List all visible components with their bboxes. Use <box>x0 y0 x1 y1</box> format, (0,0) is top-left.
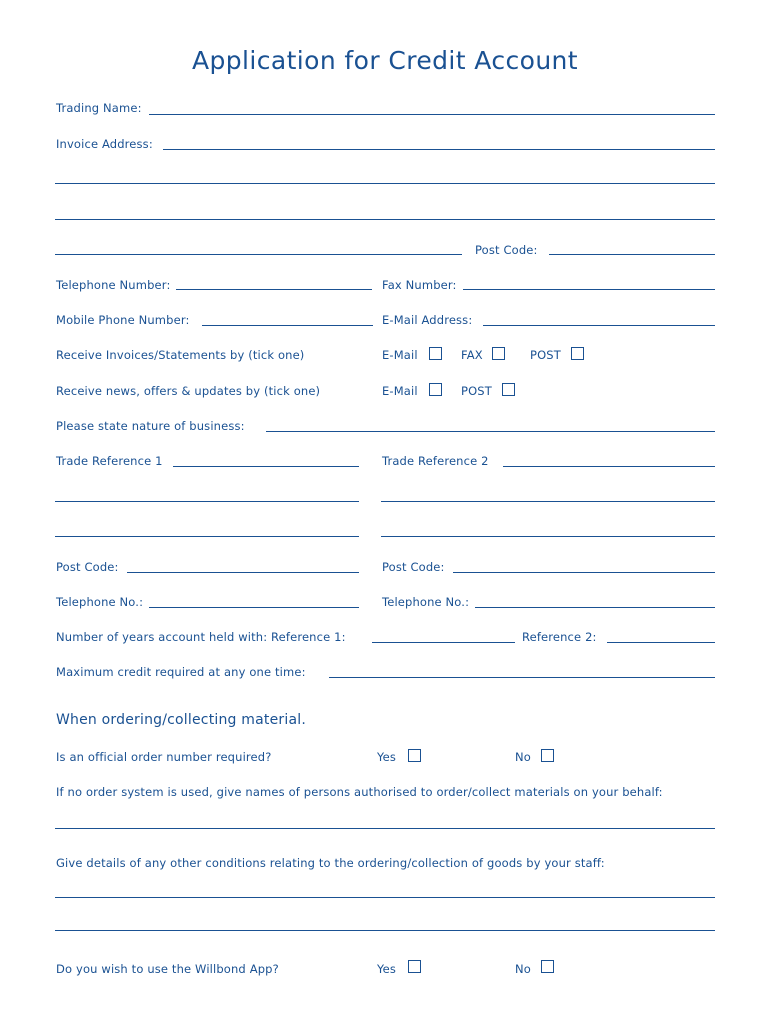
fax-number-input[interactable] <box>463 289 715 290</box>
form-title: Application for Credit Account <box>191 46 579 75</box>
trading-name-input[interactable] <box>149 114 715 115</box>
max-credit-label: Maximum credit required at any one time: <box>56 665 306 679</box>
years-held-ref2-label: Reference 2: <box>522 630 597 644</box>
invoice-address-input-line-1[interactable] <box>163 149 715 150</box>
receive-news-label: Receive news, offers & updates by (tick one) <box>56 384 321 398</box>
ref1-telephone-label: Telephone No.: <box>56 595 144 609</box>
invoices-fax-option-label: FAX <box>461 348 483 362</box>
order-number-yes-label: Yes <box>377 750 397 764</box>
willbond-app-yes-checkbox[interactable] <box>408 960 421 973</box>
telephone-number-input[interactable] <box>176 289 372 290</box>
trade-reference-2-input-line-3[interactable] <box>381 536 715 537</box>
ref1-post-code-input[interactable] <box>127 572 359 573</box>
other-conditions-label: Give details of any other conditions relating to the ordering/collection of goods by your staff: <box>56 856 605 870</box>
authorised-persons-input[interactable] <box>55 828 715 829</box>
invoice-address-input-line-4[interactable] <box>55 254 462 255</box>
trade-reference-2-input-line-2[interactable] <box>381 501 715 502</box>
receive-invoices-label: Receive Invoices/Statements by (tick one) <box>56 348 305 362</box>
invoice-address-input-line-3[interactable] <box>55 219 715 220</box>
news-email-option-label: E-Mail <box>382 384 418 398</box>
ref2-telephone-input[interactable] <box>475 607 715 608</box>
order-number-question: Is an official order number required? <box>56 750 272 764</box>
invoices-post-option-label: POST <box>530 348 561 362</box>
trade-reference-1-input-line-1[interactable] <box>173 466 359 467</box>
invoices-email-option-label: E-Mail <box>382 348 418 362</box>
email-address-input[interactable] <box>483 325 715 326</box>
authorised-persons-label: If no order system is used, give names of persons authorised to order/collect materials on your behalf: <box>56 785 663 799</box>
ref1-post-code-label: Post Code: <box>56 560 119 574</box>
news-post-checkbox[interactable] <box>502 383 515 396</box>
order-number-no-checkbox[interactable] <box>541 749 554 762</box>
ref1-telephone-input[interactable] <box>149 607 359 608</box>
willbond-app-question: Do you wish to use the Willbond App? <box>56 962 279 976</box>
trade-reference-1-input-line-3[interactable] <box>55 536 359 537</box>
invoices-email-checkbox[interactable] <box>429 347 442 360</box>
other-conditions-input-line-2[interactable] <box>55 930 715 931</box>
trade-reference-2-input-line-1[interactable] <box>503 466 715 467</box>
willbond-app-no-checkbox[interactable] <box>541 960 554 973</box>
nature-of-business-label: Please state nature of business: <box>56 419 245 433</box>
mobile-phone-input[interactable] <box>202 325 373 326</box>
max-credit-input[interactable] <box>329 677 715 678</box>
trading-name-label: Trading Name: <box>56 101 142 115</box>
post-code-label: Post Code: <box>475 243 538 257</box>
years-held-ref2-input[interactable] <box>607 642 715 643</box>
trade-reference-1-input-line-2[interactable] <box>55 501 359 502</box>
nature-of-business-input[interactable] <box>266 431 715 432</box>
willbond-app-yes-label: Yes <box>377 962 397 976</box>
mobile-phone-label: Mobile Phone Number: <box>56 313 190 327</box>
invoice-address-input-line-2[interactable] <box>55 183 715 184</box>
years-held-ref1-input[interactable] <box>372 642 515 643</box>
other-conditions-input-line-1[interactable] <box>55 897 715 898</box>
invoice-address-label: Invoice Address: <box>56 137 153 151</box>
invoices-fax-checkbox[interactable] <box>492 347 505 360</box>
order-number-yes-checkbox[interactable] <box>408 749 421 762</box>
willbond-app-no-label: No <box>515 962 531 976</box>
ordering-section-heading: When ordering/collecting material. <box>56 712 306 728</box>
order-number-no-label: No <box>515 750 531 764</box>
fax-number-label: Fax Number: <box>382 278 457 292</box>
ref2-post-code-label: Post Code: <box>382 560 445 574</box>
trade-reference-2-label: Trade Reference 2 <box>382 454 489 468</box>
news-post-option-label: POST <box>461 384 492 398</box>
ref2-post-code-input[interactable] <box>453 572 715 573</box>
news-email-checkbox[interactable] <box>429 383 442 396</box>
ref2-telephone-label: Telephone No.: <box>382 595 470 609</box>
email-address-label: E-Mail Address: <box>382 313 473 327</box>
telephone-number-label: Telephone Number: <box>56 278 171 292</box>
post-code-input[interactable] <box>549 254 715 255</box>
years-held-ref1-label: Number of years account held with: Reference 1: <box>56 630 346 644</box>
trade-reference-1-label: Trade Reference 1 <box>56 454 163 468</box>
invoices-post-checkbox[interactable] <box>571 347 584 360</box>
